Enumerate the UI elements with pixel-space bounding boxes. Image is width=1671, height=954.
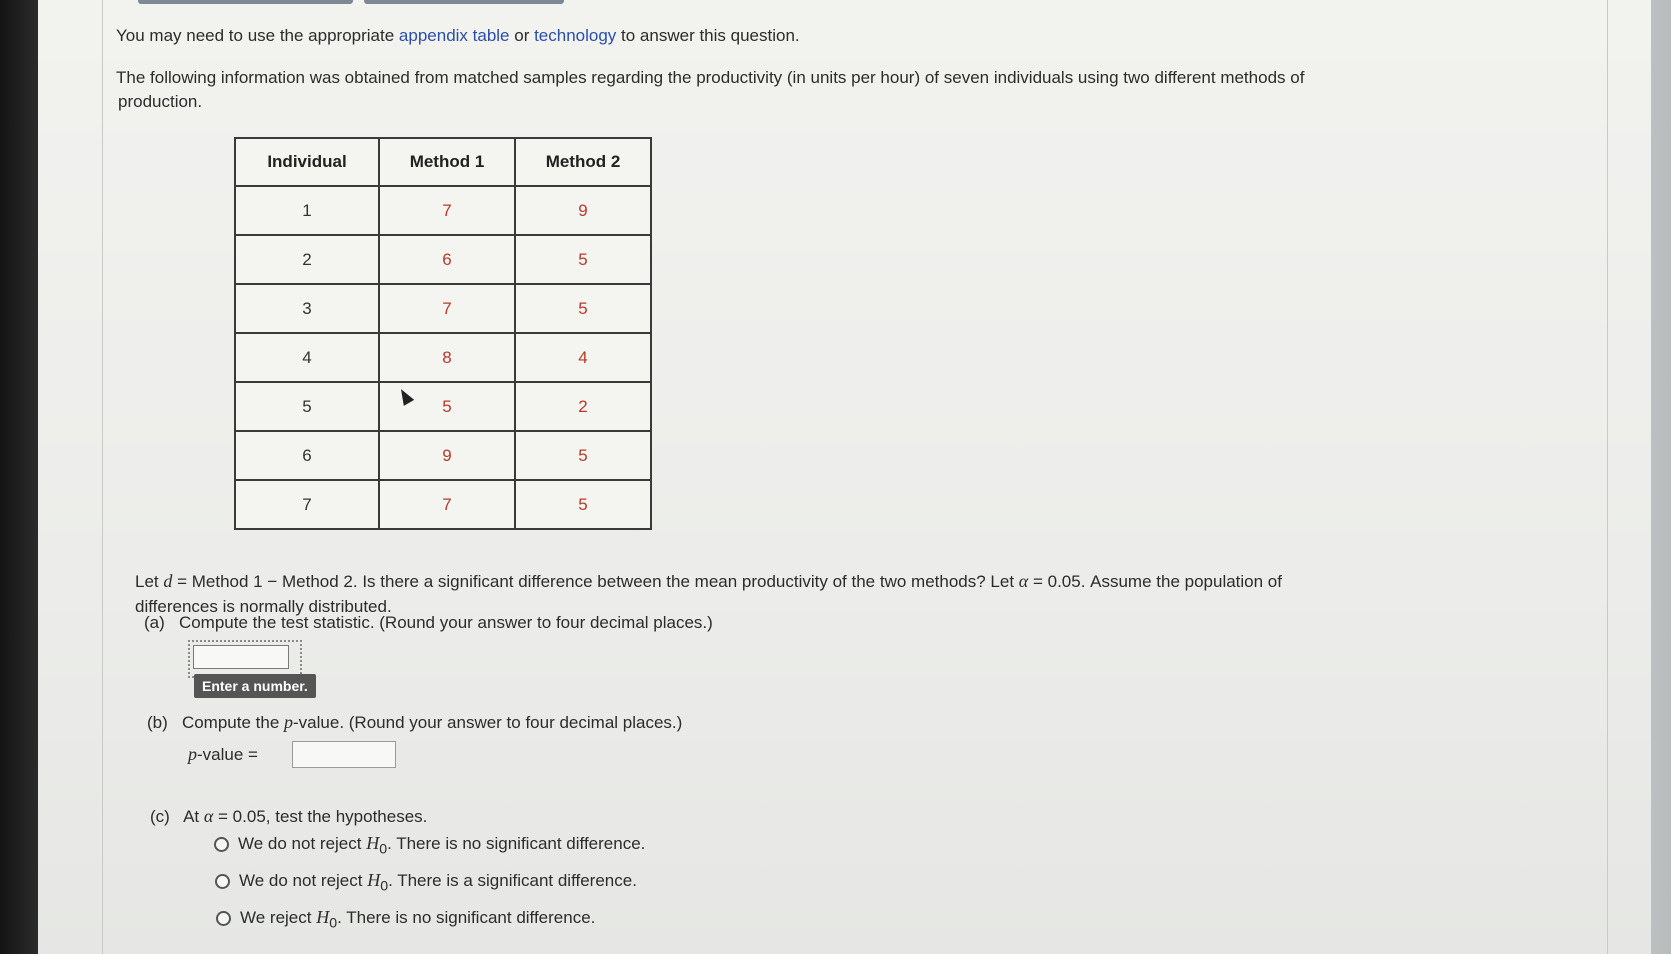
cell-individual: 6 [235, 431, 379, 480]
option-1-label[interactable] [238, 833, 645, 857]
cell-method-2: 5 [515, 284, 651, 333]
table-row [235, 235, 651, 284]
option-2-post: . There is a significant difference. [388, 871, 637, 890]
header-method-2: Method 2 [515, 138, 651, 186]
table-header-row [235, 138, 651, 186]
option-2-sub: 0 [380, 878, 389, 895]
p-value-label-text: -value = [197, 745, 258, 764]
cell-method-2: 9 [515, 186, 651, 235]
cell-method-2: 5 [515, 431, 651, 480]
option-3-pre: We reject [240, 908, 317, 927]
part-b-label: (b) [147, 713, 168, 732]
cell-method-1: 7 [379, 284, 515, 333]
cell-individual: 1 [235, 186, 379, 235]
setup-question: = Method 1 − Method 2. Is there a significant difference between the mean productivity of the two methods? Let [172, 572, 1019, 591]
option-1-pre: We do not reject [238, 834, 367, 853]
option-2-label[interactable] [239, 870, 637, 894]
part-a-text: Compute the test statistic. (Round your answer to four decimal places.) [178, 613, 713, 632]
variable-alpha-c: α [203, 806, 214, 826]
part-b [147, 712, 682, 733]
table-row [235, 382, 651, 431]
option-3-h: H [316, 907, 330, 927]
intro-suffix: to answer this question. [616, 26, 800, 45]
option-3-label[interactable] [240, 907, 595, 931]
test-statistic-input[interactable] [193, 645, 289, 669]
intro-middle: or [509, 26, 535, 45]
cell-individual: 5 [235, 382, 379, 431]
top-tab-right[interactable] [364, 0, 564, 4]
cell-method-1: 7 [379, 480, 515, 529]
p-value-input[interactable] [292, 741, 396, 768]
part-c-text-post: = 0.05, test the hypotheses. [213, 807, 428, 826]
problem-line-2: production. [118, 92, 203, 111]
option-2-h: H [367, 870, 381, 890]
productivity-table [234, 137, 652, 530]
p-value-label [188, 744, 258, 765]
variable-d: d [163, 571, 173, 591]
option-2-pre: We do not reject [239, 871, 368, 890]
table-row [235, 186, 651, 235]
intro-prefix: You may need to use the appropriate [116, 26, 399, 45]
header-method-1: Method 1 [379, 138, 515, 186]
setup-line-1 [135, 571, 1282, 592]
part-c-label: (c) [150, 807, 170, 826]
option-1-h: H [366, 833, 380, 853]
option-1-radio[interactable] [214, 837, 229, 852]
option-3-sub: 0 [329, 915, 338, 932]
setup-let: Let [135, 572, 164, 591]
option-2-radio[interactable] [215, 874, 230, 889]
part-b-text-pre: Compute the [181, 713, 285, 732]
part-c [150, 806, 427, 827]
top-tab-left[interactable] [138, 0, 353, 4]
variable-alpha: α [1018, 571, 1029, 591]
cell-individual: 2 [235, 235, 379, 284]
cell-method-1: 6 [379, 235, 515, 284]
cell-method-1: 5 [379, 382, 515, 431]
variable-p: p [284, 712, 294, 732]
setup-assume: = 0.05. Assume the population of [1028, 572, 1282, 591]
option-1-sub: 0 [379, 841, 388, 858]
part-b-text-post: -value. (Round your answer to four decimal places.) [293, 713, 683, 732]
part-c-text-pre: At [183, 807, 204, 826]
cell-individual: 3 [235, 284, 379, 333]
table-row [235, 480, 651, 529]
table-row [235, 284, 651, 333]
problem-line-1: The following information was obtained from matched samples regarding the productivity (in units per hour) of seven individuals using two different methods of [116, 68, 1305, 87]
cell-method-2: 5 [515, 235, 651, 284]
cell-method-2: 5 [515, 480, 651, 529]
part-a [144, 613, 713, 633]
table-row [235, 431, 651, 480]
intro-text [116, 26, 800, 46]
cell-individual: 4 [235, 333, 379, 382]
p-value-label-p: p [188, 744, 197, 764]
header-individual: Individual [235, 138, 379, 186]
cell-individual: 7 [235, 480, 379, 529]
cell-method-2: 4 [515, 333, 651, 382]
technology-link[interactable]: technology [534, 26, 617, 45]
option-3-radio[interactable] [216, 911, 231, 926]
cell-method-1: 7 [379, 186, 515, 235]
monitor-bezel-left [0, 0, 38, 954]
cell-method-1: 8 [379, 333, 515, 382]
question-page [38, 0, 1651, 954]
table-row [235, 333, 651, 382]
option-3-post: . There is no significant difference. [337, 908, 596, 927]
enter-number-tooltip: Enter a number. [194, 674, 316, 698]
setup-line-2: differences is normally distributed. [135, 597, 392, 616]
cell-method-1: 9 [379, 431, 515, 480]
appendix-table-link[interactable]: appendix table [398, 26, 510, 45]
cell-method-2: 2 [515, 382, 651, 431]
option-1-post: . There is no significant difference. [387, 834, 646, 853]
part-a-label: (a) [144, 613, 165, 632]
